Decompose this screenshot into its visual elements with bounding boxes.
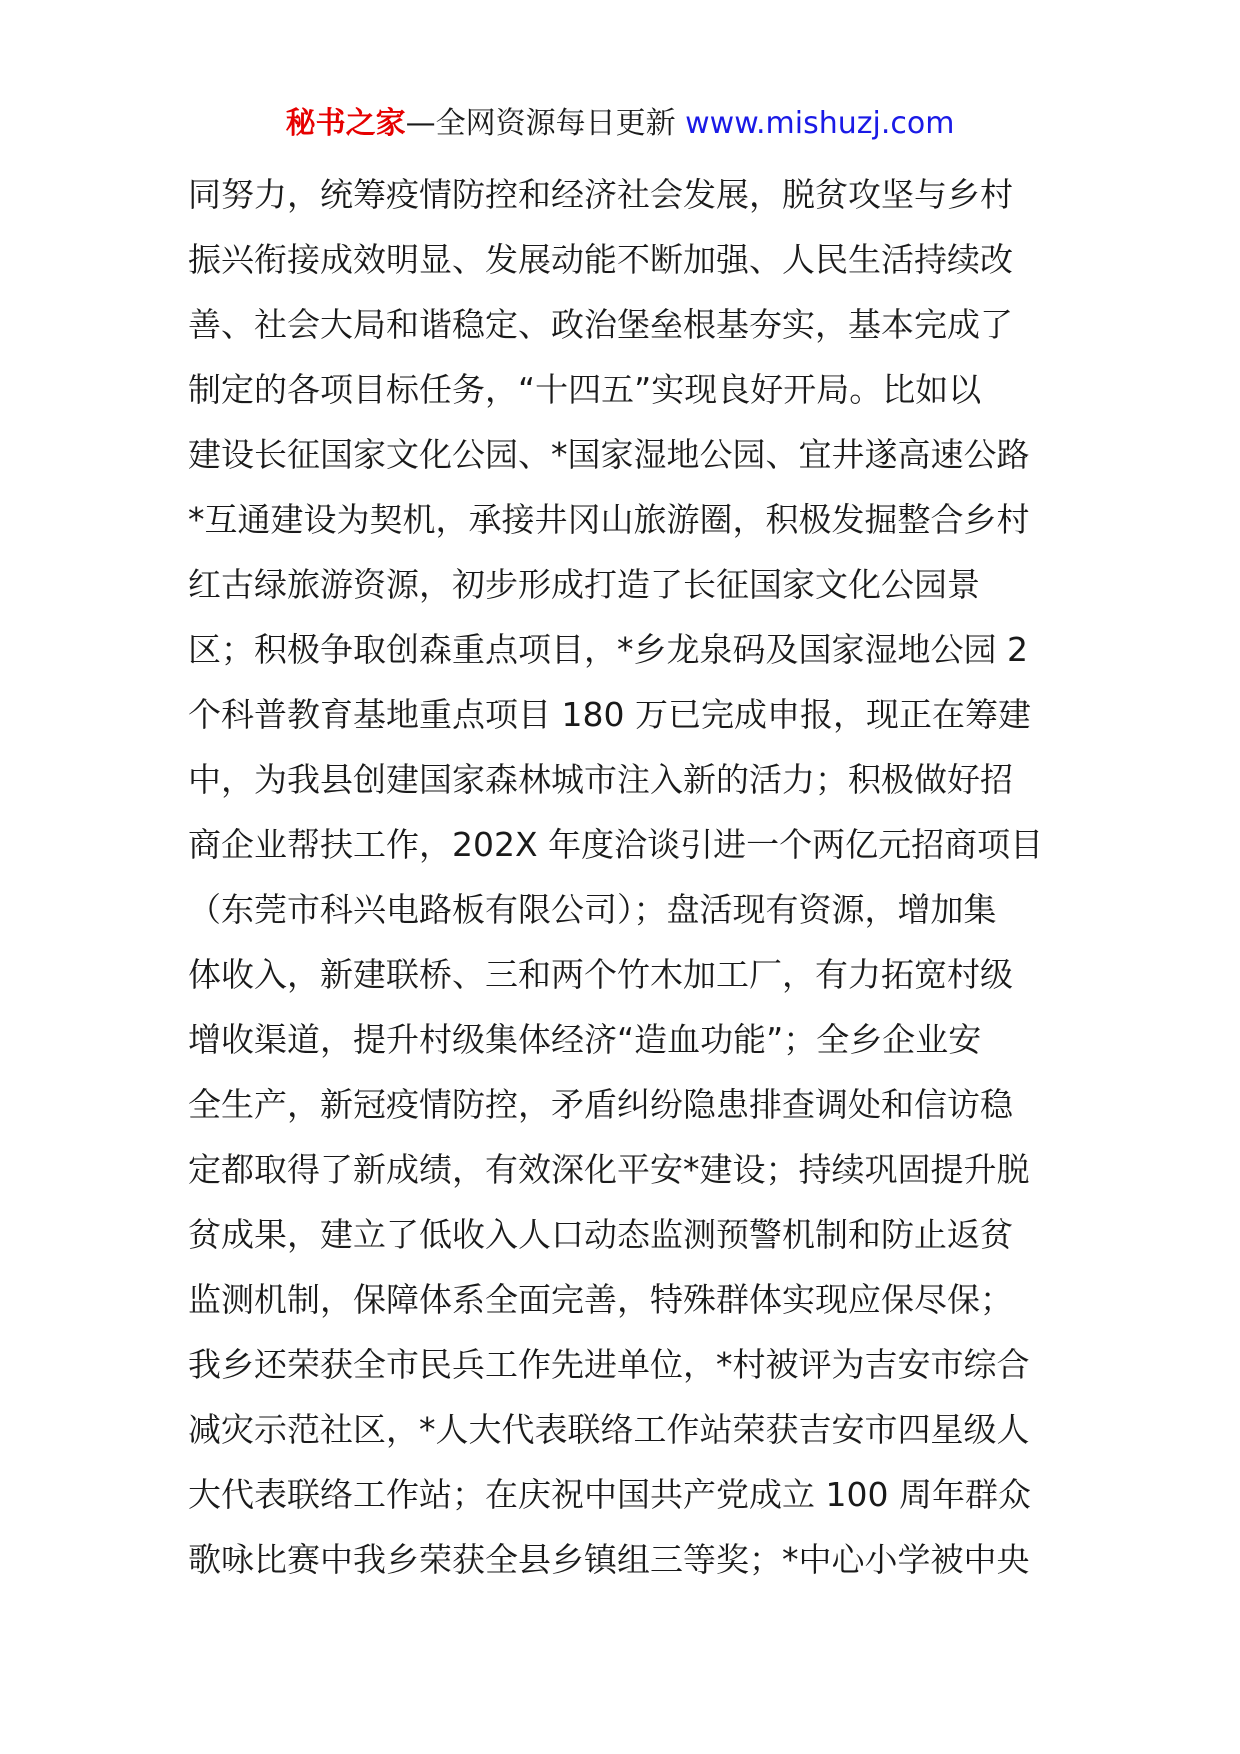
text-line: 全生产，新冠疫情防控，矛盾纠纷隐患排查调处和信访稳: [188, 1085, 1013, 1124]
site-header: [0, 102, 1240, 146]
text-line: 振兴衔接成效明显、发展动能不断加强、人民生活持续改: [188, 240, 1013, 279]
text-line: 红古绿旅游资源，初步形成打造了长征国家文化公园景: [188, 565, 980, 604]
text-line: 同努力，统筹疫情防控和经济社会发展，脱贫攻坚与乡村: [188, 175, 1013, 214]
text-line: 中，为我县创建国家森林城市注入新的活力；积极做好招: [188, 760, 1013, 799]
text-line: 增收渠道，提升村级集体经济“造血功能”；全乡企业安: [188, 1020, 982, 1059]
body-paragraph: [188, 162, 1068, 1592]
text-line: 歌咏比赛中我乡荣获全县乡镇组三等奖；*中心小学被中央: [188, 1540, 1030, 1579]
text-line: 善、社会大局和谐稳定、政治堡垒根基夯实，基本完成了: [188, 305, 1013, 344]
site-url-link[interactable]: www.mishuzj.com: [685, 106, 955, 141]
text-line: 监测机制，保障体系全面完善，特殊群体实现应保尽保；: [188, 1280, 1013, 1319]
text-line: 减灾示范社区，*人大代表联络工作站荣获吉安市四星级人: [188, 1410, 1030, 1449]
text-line: 定都取得了新成绩，有效深化平安*建设；持续巩固提升脱: [188, 1150, 1030, 1189]
text-line: 建设长征国家文化公园、*国家湿地公园、宜井遂高速公路: [188, 435, 1030, 474]
text-line: 大代表联络工作站；在庆祝中国共产党成立 100 周年群众: [188, 1475, 1031, 1514]
text-line: 商企业帮扶工作，202X 年度洽谈引进一个两亿元招商项目: [188, 825, 1044, 864]
text-line: 我乡还荣获全市民兵工作先进单位，*村被评为吉安市综合: [188, 1345, 1030, 1384]
header-tagline: —全网资源每日更新: [405, 106, 686, 141]
text-line: 制定的各项目标任务，“十四五”实现良好开局。比如以: [188, 370, 982, 409]
brand-name: 秘书之家: [285, 106, 406, 141]
text-line: （东莞市科兴电路板有限公司）；盘活现有资源，增加集: [188, 890, 997, 929]
text-line: 体收入，新建联桥、三和两个竹木加工厂，有力拓宽村级: [188, 955, 1013, 994]
text-line: 贫成果，建立了低收入人口动态监测预警机制和防止返贫: [188, 1215, 1013, 1254]
text-line: 个科普教育基地重点项目 180 万已完成申报，现正在筹建: [188, 695, 1031, 734]
text-line: *互通建设为契机，承接井冈山旅游圈，积极发掘整合乡村: [188, 500, 1030, 539]
text-line: 区；积极争取创森重点项目，*乡龙泉码及国家湿地公园 2: [188, 630, 1028, 669]
